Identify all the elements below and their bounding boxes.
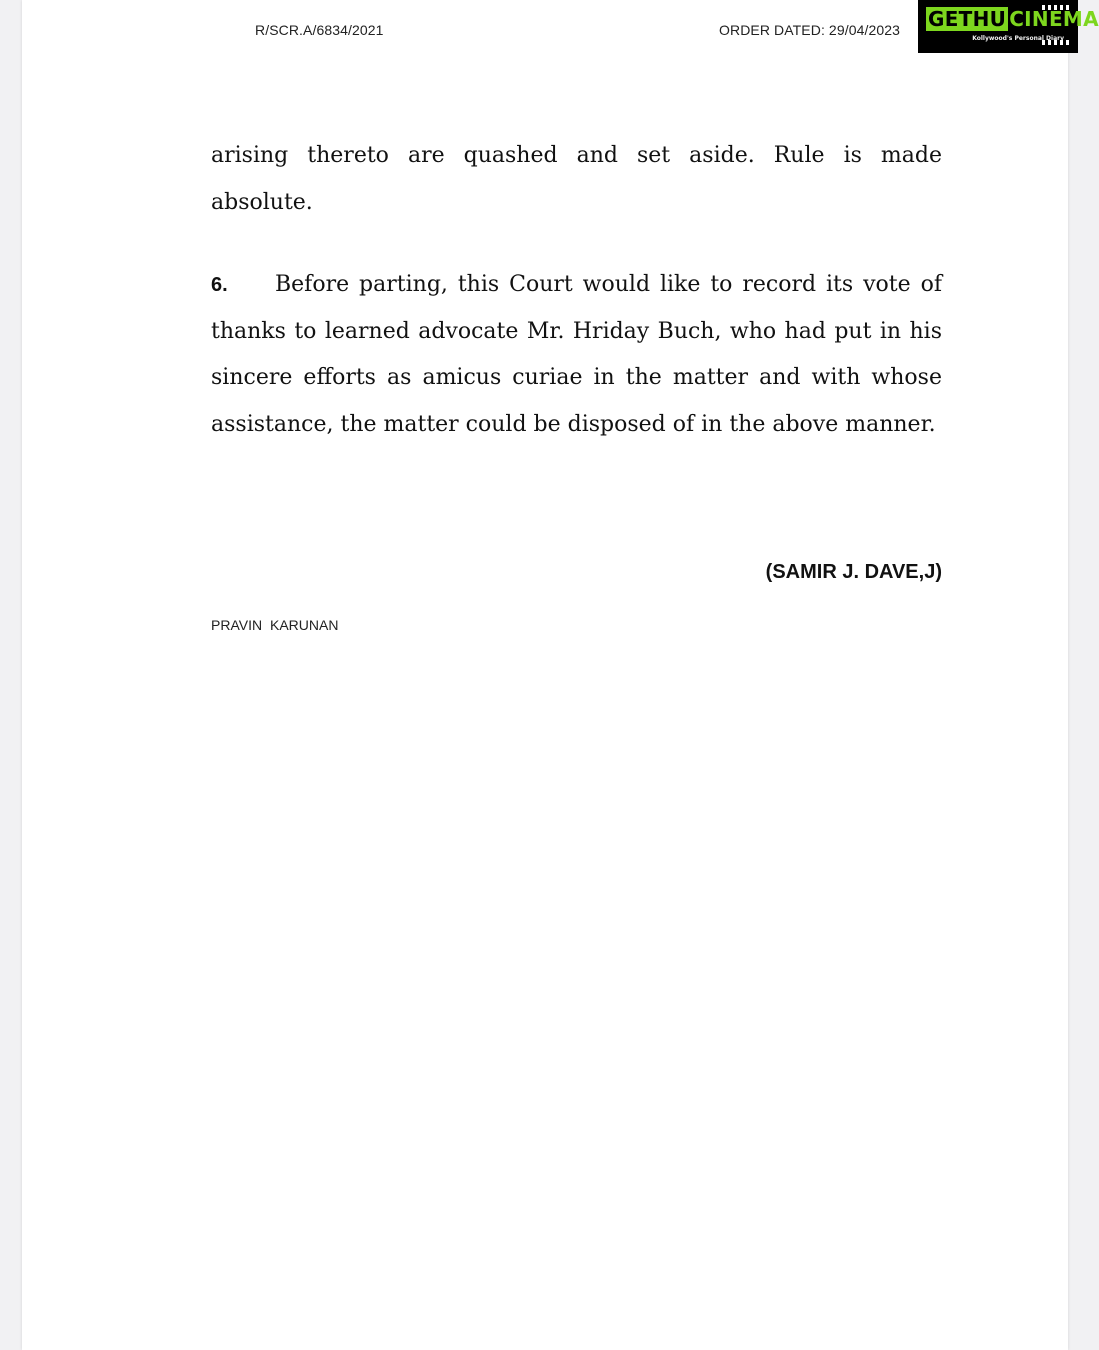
logo-tagline: Kollywood's Personal Diary: [972, 35, 1064, 42]
case-number: R/SCR.A/6834/2021: [255, 22, 384, 38]
paragraph-6-text: Before parting, this Court would like to record its vote of thanks to learned advocate Mr. Hriday Buch, who had put in his sincere efforts as amicus curiae in the matter and with whose assistance, the matter could be disposed of in the above manner.: [211, 272, 942, 437]
paragraph-continuation: arising thereto are quashed and set aside. Rule is made absolute.: [211, 143, 942, 215]
paragraph-number: 6.: [211, 274, 228, 296]
paragraph-6: [211, 262, 942, 448]
logo-wordmark: GETHU CINEMA: [928, 7, 1099, 31]
clerk-name: PRAVIN KARUNAN: [211, 617, 339, 633]
document-page: [22, 0, 1099, 1350]
judge-signature: (SAMIR J. DAVE,J): [765, 561, 942, 583]
order-date: ORDER DATED: 29/04/2023: [719, 22, 901, 38]
gethucinema-watermark-logo: [918, 0, 1099, 53]
